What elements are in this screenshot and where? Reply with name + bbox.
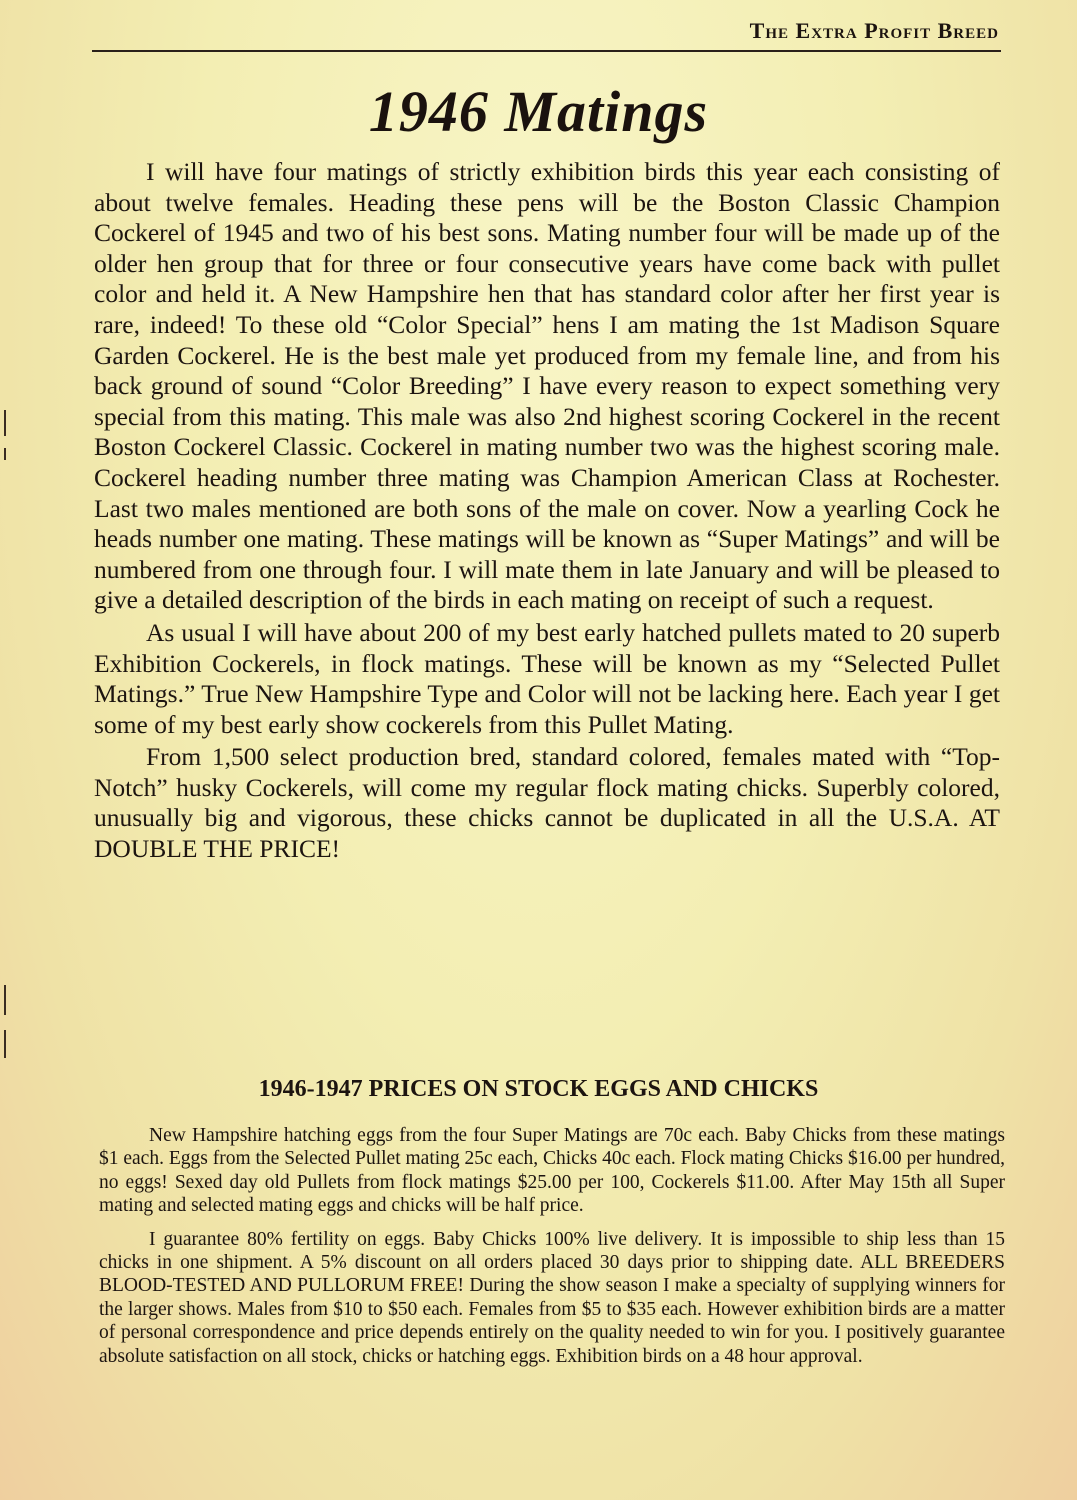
edge-mark (4, 1030, 6, 1058)
running-head: The Extra Profit Breed (749, 18, 999, 43)
header-rule (92, 50, 1001, 52)
paragraph-super-matings: I will have four matings of strictly exhibition birds this year each consisting of about twelve females. Heading these pens will be the Boston Classic Champion Cockerel of 1945 and two of his best sons. Mating number four will be made up of the older hen group that for three or four consecutive years have come back with pullet color and held it. A New Hampshire hen that has standard color after her first year is rare, indeed! To these old “Color Special” hens I am mating the 1st Madison Square Garden Cockerel. He is the best male yet produced from my female line, and from his back ground of sound “Color Breeding” I have every reason to expect something very special from this mating. This male was also 2nd highest scoring Cockerel in the recent Boston Cockerel Classic. Cockerel in mating number two was the highest scoring male. Cockerel heading number three mating was Champion American Class at Rochester. Last two males mentioned are both sons of the male on cover. Now a yearling Cock he heads number one mating. These matings will be known as “Super Matings” and will be numbered from one through four. I will mate them in late January and will be pleased to give a detailed description of the birds in each mating on receipt of such a request. (94, 157, 1000, 615)
prices-body (99, 1124, 1005, 1378)
page-title: 1946 Matings (368, 79, 709, 144)
paragraph-guarantee: I guarantee 80% fertility on eggs. Baby Chicks 100% live delivery. It is impossible to ship less than 15 chicks in one shipment. A 5% discount on all orders placed 30 days prior to shipping date. ALL BREEDERS BLOOD-TESTED AND PULLORUM FREE! During the show season I make a specialty of supplying winners for the larger shows. Males from $10 to $50 each. Females from $5 to $35 each. However exhibition birds are a matter of personal correspondence and price depends entirely on the quality needed to win for you. I positively guarantee absolute satisfaction on all stock, chicks or hatching eggs. Exhibition birds on a 48 hour approval. (99, 1228, 1005, 1367)
main-body (94, 157, 1000, 867)
paragraph-selected-pullet: As usual I will have about 200 of my best early hatched pullets mated to 20 superb Exhibition Cockerels, in flock matings. These will be known as my “Selected Pullet Matings.” True New Hampshire Type and Color will not be lacking here. Each year I get some of my best early show cockerels from this Pullet Mating. (94, 617, 1000, 739)
paragraph-flock-mating: From 1,500 select production bred, standard colored, females mated with “Top-Notch” husky Cockerels, will come my regular flock mating chicks. Superbly colored, unusually big and vigorous, these chicks cannot be duplicated in all the U.S.A. AT DOUBLE THE PRICE! (94, 742, 1000, 864)
prices-heading: 1946-1947 PRICES ON STOCK EGGS AND CHICKS (258, 1076, 819, 1102)
edge-mark (4, 985, 6, 1015)
paragraph-prices: New Hampshire hatching eggs from the four Super Matings are 70c each. Baby Chicks from these matings $1 each. Eggs from the Selected Pullet mating 25c each, Chicks 40c each. Flock mating Chicks $16.00 per hundred, no eggs! Sexed day old Pullets from flock matings $25.00 per 100, Cockerels $11.00. After May 15th all Super mating and selected mating eggs and chicks will be half price. (99, 1125, 1005, 1217)
edge-mark (4, 448, 6, 460)
edge-mark (4, 410, 6, 436)
